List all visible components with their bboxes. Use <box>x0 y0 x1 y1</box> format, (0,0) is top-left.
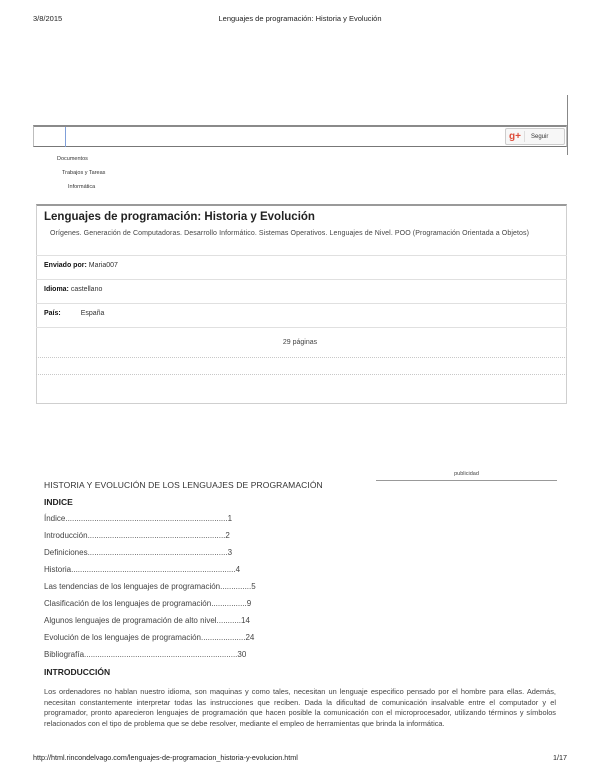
intro-text: Los ordenadores no hablan nuestro idioma, son maquinas y como tales, necesitan un lenguaje especifico pensado por el hombre para ellas. Además, necesitan constantemente interpretar todas las instrucciones que reciben. Dada la dificultad de comunicación insalvable entre el computador y el programador, pronto aparecieron lenguajes de programación que hacen posible la comunicación con el microprocesador, utilizando términos y símbolos relacionados con el tipo de problema que se debe resolver, mediante el empleo de herramientas que brinda la informática. <box>44 687 556 728</box>
document-title: Lenguajes de programación: Historia y Evolución <box>44 211 315 223</box>
divider <box>36 279 567 280</box>
breadcrumb-informatica[interactable]: Informática <box>68 184 96 190</box>
country <box>44 310 104 317</box>
divider <box>36 255 567 256</box>
country-value: España <box>80 310 105 317</box>
breadcrumb-documentos[interactable]: Documentos <box>57 156 88 162</box>
divider <box>36 327 567 328</box>
google-plus-follow-button[interactable] <box>505 128 565 145</box>
language-value: castellano <box>70 286 103 293</box>
print-url: http://html.rincondelvago.com/lenguajes-de-programacion_historia-y-evolucion.html <box>33 753 298 762</box>
ad-label: publicidad <box>376 471 557 481</box>
divider <box>36 374 567 375</box>
toc-item[interactable]: Algunos lenguajes de programación de alto nivel...........14 <box>44 616 250 625</box>
divider <box>36 303 567 304</box>
document-tags: Orígenes. Generación de Computadoras. Desarrollo Informático. Sistemas Operativos. Lenguajes de Nivel. POO (Programación Orientada a Objetos) <box>50 230 530 237</box>
toc-item[interactable]: Historia..........................................................................4 <box>44 565 241 574</box>
toc-item[interactable]: Clasificación de los lenguajes de programación................9 <box>44 599 252 608</box>
toc-item[interactable]: Evolución de los lenguajes de programación....................24 <box>44 633 255 642</box>
google-plus-icon: g+ <box>506 131 525 142</box>
follow-label: Seguir <box>531 133 549 140</box>
breadcrumb-trabajos[interactable]: Trabajos y Tareas <box>62 170 106 176</box>
toc-item[interactable]: Las tendencias de los lenguajes de programación..............5 <box>44 582 256 591</box>
index-title: INDICE <box>44 497 73 507</box>
page-count: 29 páginas <box>282 339 318 346</box>
sent-by <box>44 262 118 269</box>
country-label: País: <box>44 310 61 317</box>
divider <box>36 357 567 358</box>
content-heading: HISTORIA Y EVOLUCIÓN DE LOS LENGUAJES DE PROGRAMACIÓN <box>44 480 323 490</box>
language <box>44 286 102 293</box>
site-toolbar <box>33 125 567 147</box>
toc-item[interactable]: Índice.........................................................................1 <box>44 514 233 523</box>
divider <box>567 95 568 155</box>
intro-title: INTRODUCCIÓN <box>44 667 111 677</box>
print-title: Lenguajes de programación: Historia y Evolución <box>218 14 382 23</box>
divider <box>65 127 66 147</box>
toc-item[interactable]: Bibliografía.....................................................................30 <box>44 650 247 659</box>
language-label: Idioma: <box>44 286 69 293</box>
toc-item[interactable]: Introducción..............................................................2 <box>44 531 230 540</box>
toc-item[interactable]: Definiciones...............................................................3 <box>44 548 233 557</box>
sent-by-value: Maria007 <box>88 262 118 269</box>
print-date: 3/8/2015 <box>33 14 63 23</box>
sent-by-label: Enviado por: <box>44 262 87 269</box>
print-page-number: 1/17 <box>553 753 567 762</box>
